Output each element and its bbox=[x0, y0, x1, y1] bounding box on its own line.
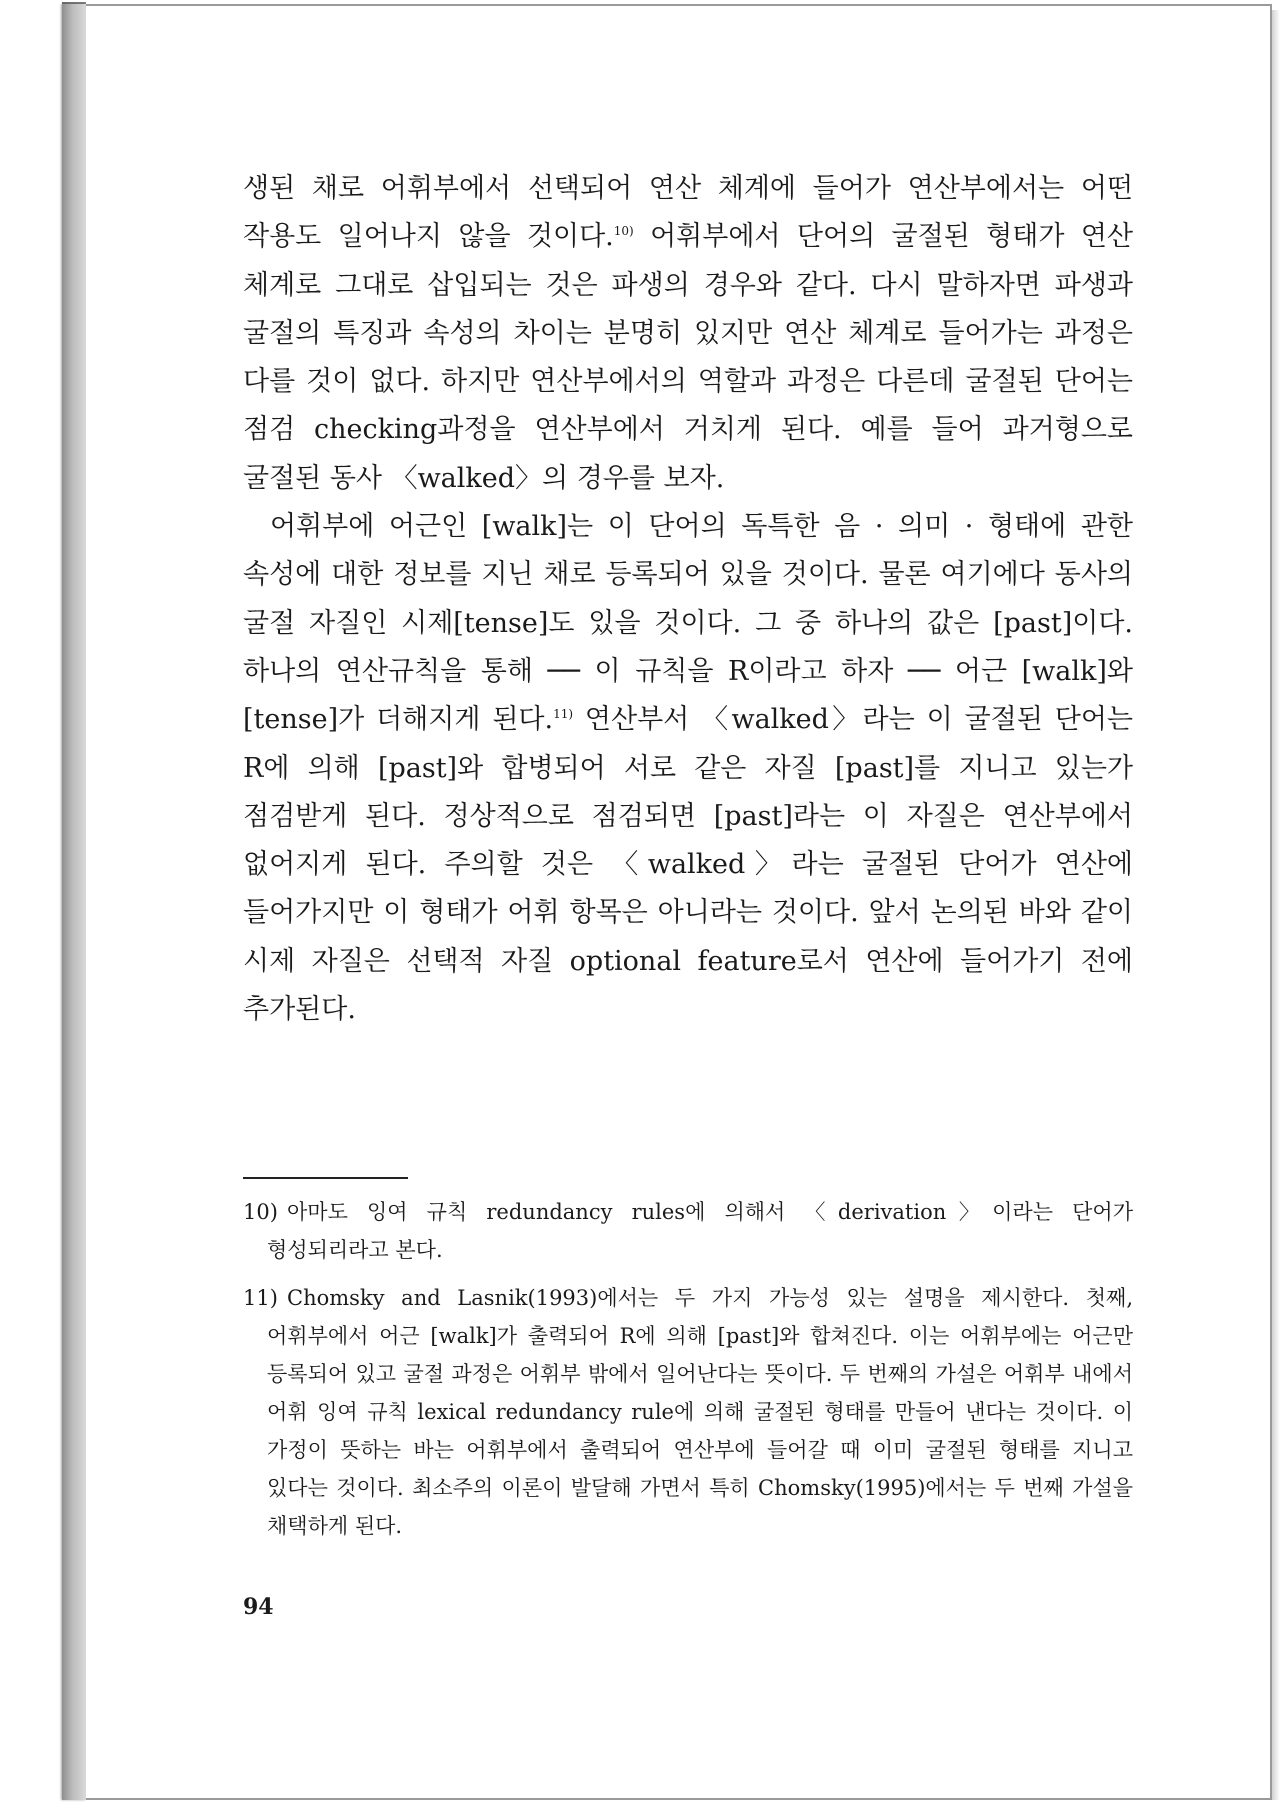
footnote-ref-11: 11) bbox=[553, 707, 574, 722]
page-edge-shadow bbox=[1272, 10, 1280, 1800]
footnote-text bbox=[267, 1279, 1133, 1545]
paragraph-1-text: 생된 채로 어휘부에서 선택되어 연산 체계에 들어가 연산부에서는 어떤 작용도 일어나지 않을 것이다. bbox=[243, 173, 1133, 253]
footnote-number: 11) bbox=[243, 1286, 278, 1310]
footnote-divider bbox=[243, 1177, 408, 1179]
footnote-number: 10) bbox=[243, 1200, 278, 1224]
main-text bbox=[243, 165, 1133, 1034]
page-number: 94 bbox=[243, 1594, 274, 1620]
footnote-text bbox=[267, 1193, 1133, 1269]
footnote-10-text: 아마도 잉여 규칙 redundancy rules에 의해서 〈derivation〉이라는 단어가 형성되리라고 본다. bbox=[267, 1200, 1133, 1262]
paragraph-2-text: 어휘부에 어근인 [walk]는 이 단어의 독특한 음 · 의미 · 형태에 관한 속성에 대한 정보를 지닌 채로 등록되어 있을 것이다. 물론 여기에다 동사의 굴절 자질인 시제[tense]도 있을 것이다. 그 중 하나의 값은 [past]이다. 하나의 연산규칙을 통해 ── 이 규칙을 R이라고 하자 ── 어근 [walk]와 [tense]가 더해지게 된다. bbox=[243, 511, 1133, 736]
book-spine bbox=[62, 4, 86, 1800]
footnote-11-text: Chomsky and Lasnik(1993)에서는 두 가지 가능성 있는 설명을 제시한다. 첫째, 어휘부에서 어근 [walk]가 출력되어 R에 의해 [past]와 합쳐진다. 이는 어휘부에는 어근만 등록되어 있고 굴절 과정은 어휘부 밖에서 일어난다는 뜻이다. 두 번째의 가설은 어휘부 내에서 어휘 잉여 규칙 lexical redundancy rule에 의해 굴절된 형태를 만들어 낸다는 것이다. 이 가정이 뜻하는 바는 어휘부에서 출력되어 연산부에 들어갈 때 이미 굴절된 형태를 지니고 있다는 것이다. 최소주의 이론이 발달해 가면서 특히 Chomsky(1995)에서는 두 번째 가설을 채택하게 된다. bbox=[267, 1286, 1133, 1538]
footnote-10 bbox=[243, 1193, 1133, 1269]
footnote-11 bbox=[243, 1279, 1133, 1545]
paragraph-2-text-after: 연산부서 〈walked〉라는 이 굴절된 단어는 R에 의해 [past]와 합병되어 서로 같은 자질 [past]를 지니고 있는가 점검받게 된다. 정상적으로 점검되면 [past]라는 이 자질은 연산부에서 없어지게 된다. 주의할 것은 〈walked〉라는 굴절된 단어가 연산에 들어가지만 이 형태가 어휘 항목은 아니라는 것이다. 앞서 논의된 바와 같이 시제 자질은 선택적 자질 optional feature로서 연산에 들어가기 전에 추가된다. bbox=[243, 704, 1133, 1026]
paragraph-2 bbox=[243, 503, 1133, 1034]
footnotes bbox=[243, 1193, 1133, 1555]
paragraph-1-text-after: 어휘부에서 단어의 굴절된 형태가 연산 체계로 그대로 삽입되는 것은 파생의 경우와 같다. 다시 말하자면 파생과 굴절의 특징과 속성의 차이는 분명히 있지만 연산 체계로 들어가는 과정은 다를 것이 없다. 하지만 연산부에서의 역할과 과정은 다른데 굴절된 단어는 점검 checking과정을 연산부에서 거치게 된다. 예를 들어 과거형으로 굴절된 동사 〈walked〉의 경우를 보자. bbox=[243, 221, 1133, 494]
paragraph-1 bbox=[243, 165, 1133, 503]
footnote-ref-10: 10) bbox=[613, 224, 634, 239]
